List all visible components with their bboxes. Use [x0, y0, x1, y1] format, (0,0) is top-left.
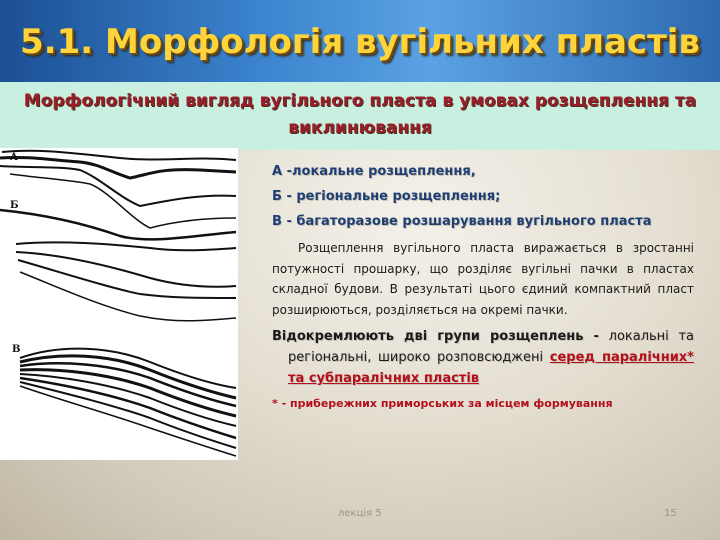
footer-page-number: 15	[664, 508, 677, 519]
coal-seam-figure	[0, 148, 238, 460]
item-a	[272, 162, 694, 182]
footer-lecture: лекція 5	[338, 508, 382, 519]
coal-seam-drawing	[0, 148, 238, 460]
item-c-text: - багаторазове розшарування вугільного пласта	[286, 214, 652, 229]
text-block	[272, 162, 694, 410]
description-paragraph: Розщеплення вугільного пласта виражається в зростанні потужності прошарку, що розділяє вугільні пачки в пластах складної будови. В результаті цього єдиний компактний пласт розширюються, розділяється на окремі пачки.	[272, 241, 694, 317]
item-b-text: - регіональне розщеплення;	[286, 189, 501, 204]
slide-title: 5.1. Морфологія вугільних пластів	[20, 22, 700, 62]
item-c-letter: В	[272, 214, 282, 229]
footnote: * - прибережних приморських за місцем формування	[272, 397, 613, 410]
groups-paragraph	[272, 326, 694, 389]
groups-lead: Відокремлюють дві групи розщеплень -	[272, 329, 599, 344]
figure-label-c: В	[12, 344, 21, 355]
slide-subtitle: Морфологічний вигляд вугільного пласта в умовах розщеплення та виклинювання	[23, 91, 697, 138]
figure-label-a: A	[10, 152, 18, 163]
item-a-letter: А	[272, 164, 283, 179]
item-b	[272, 187, 694, 207]
groups-middle: локальні та регіональні, широко розповсюджені	[288, 329, 695, 365]
groups-highlight: серед паралічних* та субпаралічних пластів	[288, 350, 694, 386]
item-b-letter: Б	[272, 189, 282, 204]
item-a-text: -локальне розщеплення,	[286, 164, 476, 179]
figure-label-b: Б	[10, 200, 19, 211]
item-c	[272, 212, 694, 232]
